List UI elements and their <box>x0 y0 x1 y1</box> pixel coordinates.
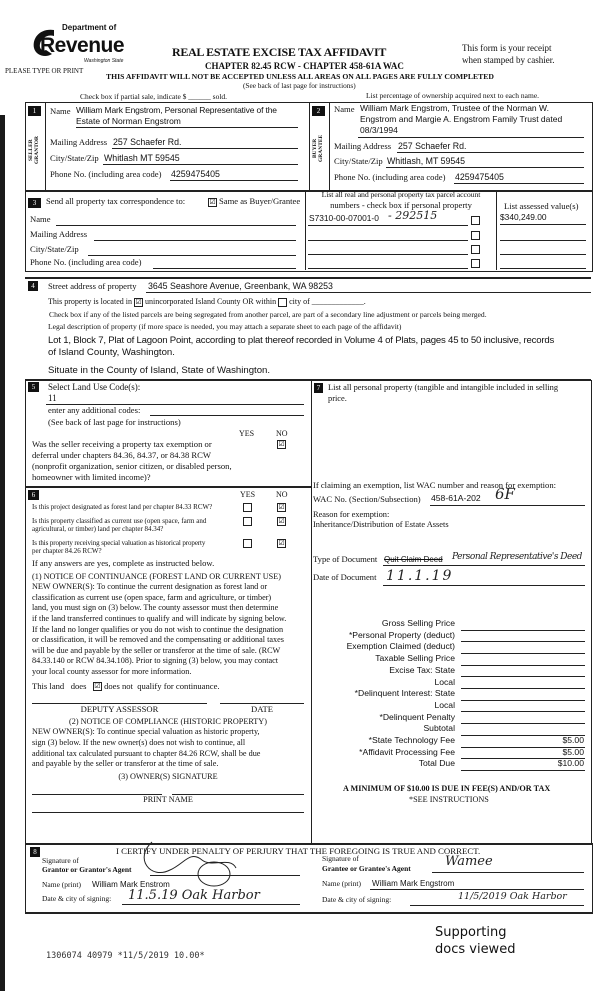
please-type: PLEASE TYPE OR PRINT <box>5 67 84 75</box>
seller-side-label: SELLER GRANTOR <box>28 136 41 165</box>
buyer-phone-label: Phone No. (including area code) <box>334 172 446 182</box>
assessed-header: List assessed value(s) <box>504 201 579 211</box>
supporting-docs-1: Supporting <box>435 925 507 940</box>
land-use-value[interactable]: 11 <box>48 393 57 403</box>
assessor-labels <box>32 704 304 715</box>
notice-compliance-title: (2) NOTICE OF COMPLIANCE (HISTORIC PROPERTY) <box>69 716 267 726</box>
parcel-header-1: List all real and personal property tax parcel account <box>321 190 481 199</box>
seller-phone-label: Phone No. (including area code) <box>50 169 162 179</box>
parcel-header-2: numbers - check box if personal property <box>330 200 472 210</box>
s3-phone-label: Phone No. (including area code) <box>30 257 142 267</box>
same-as-buyer-checkbox[interactable] <box>208 197 217 207</box>
notice-line: 84.33.140 or RCW 84.34.108). Prior to signing (3) below, you may contact <box>32 656 279 666</box>
exemption-question-2: deferral under chapters 84.36, 84.37, or 84.38 RCW <box>32 450 211 460</box>
reason-value[interactable]: Inheritance/Distribution of Estate Assets <box>313 520 449 529</box>
divider <box>309 102 310 190</box>
unincorporated-checkbox[interactable]: ☑ <box>135 297 142 306</box>
fee-value[interactable]: $10.00 <box>557 758 584 769</box>
does-not-option[interactable]: does not <box>104 680 133 691</box>
doc-date-value[interactable]: 11.1.19 <box>386 568 454 584</box>
seller-name-line2[interactable]: Estate of Norman Engstrom <box>76 116 181 126</box>
grantee-date-label: Date & city of signing: <box>322 895 392 904</box>
send-correspondence-label: Send all property tax correspondence to: <box>46 196 186 206</box>
grantee-sig-label-1: Signature of <box>322 854 359 863</box>
located-text: unincorporated Island County OR within <box>144 297 277 306</box>
wac-value[interactable]: 458-61A-202 <box>431 493 481 503</box>
fee-line <box>461 688 585 689</box>
see-instructions: *SEE INSTRUCTIONS <box>409 795 489 804</box>
cashier-stamp: 1306074 40979 *11/5/2019 10.00* <box>46 951 205 961</box>
located-text: This property is located in <box>48 297 132 306</box>
buyer-mailing-label: Mailing Address <box>334 141 392 151</box>
notice-line: sign (3) below. If the new owner(s) does not wish to continue, all <box>32 737 246 747</box>
section-number: 2 <box>312 106 325 116</box>
notice-line: your local county assessor for more information. <box>32 666 192 676</box>
fee-label: Gross Selling Price <box>381 618 455 628</box>
notice-line: (1) NOTICE OF CONTINUANCE (FOREST LAND OR CURRENT USE) <box>32 571 281 581</box>
this-land-label: This land <box>32 680 65 691</box>
fee-label: Exemption Claimed (deduct) <box>346 641 455 652</box>
notice-line: if the land transferred continues to qualify and will indicate by signing below. <box>32 613 287 623</box>
divider <box>311 380 312 843</box>
see-back-note: (See back of last page for instructions) <box>48 417 181 427</box>
s3-phone-input[interactable] <box>153 268 296 269</box>
s3-city-label: City/State/Zip <box>30 244 79 254</box>
seller-name-line1[interactable]: William Mark Engstrom, Personal Representative of the <box>76 105 277 115</box>
city-checkbox[interactable] <box>278 298 287 307</box>
does-not-checkbox[interactable]: ☑ <box>94 682 101 691</box>
forest-no-checkbox[interactable]: ☑ <box>278 503 285 511</box>
doc-type-struck: Quit Claim Deed <box>384 555 443 564</box>
divider <box>305 190 306 270</box>
personal-property-label-1: List all personal property (tangible and intangible included in selling <box>328 383 559 392</box>
buyer-city-label: City/State/Zip <box>334 156 383 166</box>
grantee-sig-label-2: Grantee or Grantee's Agent <box>322 864 411 873</box>
street-value[interactable]: 3645 Seashore Avenue, Greenbank, WA 98253 <box>148 281 333 291</box>
street-label: Street address of property <box>48 281 137 291</box>
historic-question-2: per chapter 84.26 RCW? <box>32 547 102 555</box>
notice-line: or classification, it will be removed and the compensating or additional taxes <box>32 635 284 645</box>
grantor-date-value[interactable]: 11.5.19 Oak Harbor <box>128 888 260 903</box>
buyer-mailing-value[interactable]: 257 Schaefer Rd. <box>398 141 467 151</box>
percentage-note: List percentage of ownership acquired next to each name. <box>366 91 540 100</box>
exemption-question-1: Was the seller receiving a property tax exemption or <box>32 439 212 449</box>
legal-line-2[interactable]: of Island County, Washington. <box>48 347 175 358</box>
s3-name-label: Name <box>30 214 51 224</box>
fee-label: Excise Tax: State <box>389 664 455 675</box>
doc-type-handwritten[interactable]: Personal Representative's Deed <box>452 552 582 562</box>
personal-property-checkbox[interactable] <box>471 216 480 225</box>
fee-value[interactable]: $5.00 <box>562 746 584 757</box>
logo-revenue: Revenue <box>40 34 125 57</box>
section-number: 1 <box>28 106 41 116</box>
logo-state: Washington State <box>84 58 124 64</box>
divider <box>45 102 46 190</box>
acceptance-warning: THIS AFFIDAVIT WILL NOT BE ACCEPTED UNLESS ALL AREAS ON ALL PAGES ARE FULLY COMPLETED <box>106 72 494 81</box>
minimum-note: A MINIMUM OF $10.00 IS DUE IN FEE(S) AND/OR TAX <box>343 784 551 793</box>
fee-line <box>461 665 585 666</box>
seller-city-label: City/State/Zip <box>50 153 99 163</box>
notice-of-continuance <box>32 572 304 678</box>
continuance-choice <box>32 681 304 692</box>
yes-header: YES <box>239 429 255 438</box>
grantee-signature[interactable]: Wamee <box>445 854 493 869</box>
grantee-name-value[interactable]: William Mark Engstrom <box>372 879 455 888</box>
fee-label: Taxable Selling Price <box>375 653 455 664</box>
doc-type-label: Type of Document <box>313 554 378 564</box>
notice-line: and payable by the seller or transferor at the time of sale. <box>32 759 219 769</box>
section-number: 5 <box>28 382 39 392</box>
notice-line: land, you must sign on (3) below. The county assessor must then determine <box>32 603 279 613</box>
legal-description <box>48 335 591 377</box>
seller-mailing-value[interactable]: 257 Schaefer Rd. <box>113 137 182 147</box>
fee-label: Total Due <box>418 758 455 769</box>
buyer-name-line3[interactable]: 08/3/1994 <box>360 125 398 135</box>
buyer-phone-value[interactable]: 4259475405 <box>455 172 504 182</box>
personal-property-checkbox[interactable] <box>471 231 480 240</box>
current-use-no-checkbox[interactable]: ☑ <box>278 517 285 525</box>
certify-statement: I CERTIFY UNDER PENALTY OF PERJURY THAT THE FOREGOING IS TRUE AND CORRECT. <box>116 846 481 856</box>
grantor-date-label: Date & city of signing: <box>42 894 112 903</box>
exemption-question-3: (nonprofit organization, senior citizen, or disabled person, <box>32 461 232 471</box>
forest-yes-checkbox[interactable] <box>243 503 252 512</box>
grantor-sig-label-1: Signature of <box>42 856 79 865</box>
additional-codes-input[interactable] <box>150 415 304 416</box>
divider <box>329 102 330 190</box>
fee-line <box>461 630 585 631</box>
date-label: DATE <box>251 704 273 715</box>
scan-edge <box>0 115 5 991</box>
notice-line: NEW OWNER(S): To continue the current designation as forest land or <box>32 582 268 592</box>
section-number: 3 <box>28 198 41 208</box>
s3-city-input[interactable] <box>88 255 296 256</box>
personal-property-checkbox[interactable] <box>471 245 480 254</box>
receipt-note-2: when stamped by cashier. <box>462 55 555 65</box>
seller-phone-value[interactable]: 4259475405 <box>171 169 220 179</box>
no-header: NO <box>276 490 288 499</box>
print-name-label: PRINT NAME <box>143 795 193 805</box>
seller-mailing-label: Mailing Address <box>50 137 108 147</box>
legal-line-1[interactable]: Lot 1, Block 7, Plat of Lagoon Point, according to plat thereof recorded in Volume 4 of Plats, pages 45 to 50 inclusive, records <box>48 335 555 346</box>
s3-mailing-input[interactable] <box>94 240 296 241</box>
notice-line: will be due and payable by the seller or transferor at the time of sale. (RCW <box>32 645 281 655</box>
buyer-name-line1[interactable]: William Mark Engstrom, Trustee of the Norman W. <box>360 103 549 113</box>
deputy-assessor-label: DEPUTY ASSESSOR <box>80 704 159 715</box>
fee-line <box>461 723 585 724</box>
notice-line: classification as current use (open space, farm and agriculture, or timber) <box>32 592 272 602</box>
grantee-date-value[interactable]: 11/5/2019 Oak Harbor <box>458 891 567 902</box>
form-chapter: CHAPTER 82.45 RCW - CHAPTER 458-61A WAC <box>205 61 404 71</box>
personal-property-checkbox[interactable] <box>471 259 480 268</box>
partial-sale-note: Check box if partial sale, indicate $ ______ sold. <box>80 92 228 101</box>
notice-line: If the land no longer qualifies or you do not wish to continue the designation <box>32 624 284 634</box>
assessed-value-1[interactable]: $340,249.00 <box>500 212 547 222</box>
grantor-sig-label-2: Grantor or Grantor's Agent <box>42 865 132 874</box>
owner-signature-label: (3) OWNER(S) SIGNATURE <box>118 771 218 781</box>
fee-label: *Affidavit Processing Fee <box>359 746 455 757</box>
located-text: city of _____________. <box>289 297 366 306</box>
situate-line[interactable]: Situate in the County of Island, State of Washington. <box>48 365 271 376</box>
doc-date-label: Date of Document <box>313 572 377 582</box>
receipt-note-1: This form is your receipt <box>462 43 552 53</box>
grantor-name-label: Name (print) <box>42 880 81 889</box>
wac-label: WAC No. (Section/Subsection) <box>313 494 421 504</box>
current-use-question-1: Is this property classified as current use (open space, farm and <box>32 517 207 525</box>
parcel-number-1-handwritten: - 292515 <box>388 209 438 222</box>
forest-question: Is this project designated as forest land per chapter 84.33 RCW? <box>32 503 213 511</box>
buyer-name-label: Name <box>334 104 355 114</box>
buyer-city-value[interactable]: Whitlash, MT 59545 <box>387 156 466 166</box>
qualify-text: qualify for continuance. <box>137 680 220 691</box>
fee-label: Local <box>434 676 455 687</box>
fee-line <box>461 700 585 701</box>
current-use-yes-checkbox[interactable] <box>243 517 252 526</box>
yes-header: YES <box>240 490 256 499</box>
buyer-side-label: BUYER GRANTEE <box>312 134 325 162</box>
fee-label: Local <box>434 699 455 710</box>
fee-label: Subtotal <box>423 723 455 734</box>
same-as-buyer-label: Same as Buyer/Grantee <box>219 196 301 206</box>
notice-of-compliance <box>32 727 304 769</box>
historic-yes-checkbox[interactable] <box>243 539 252 548</box>
section-number: 6 <box>28 490 39 500</box>
divider <box>25 380 26 843</box>
exemption-no-checkbox[interactable]: ☑ <box>278 440 285 448</box>
s3-name-input[interactable] <box>56 225 296 226</box>
section-number: 8 <box>30 847 40 857</box>
checkbox-checked[interactable]: ☑ <box>209 197 216 206</box>
legal-label: Legal description of property (if more space is needed, you may attach a separate sheet to each page of the affidavit) <box>48 322 402 331</box>
section6-notices <box>32 558 304 813</box>
grantee-name-label: Name (print) <box>322 879 361 888</box>
supporting-docs-2: docs viewed <box>435 942 516 957</box>
fee-label: *Delinquent Interest: State <box>354 688 455 699</box>
fee-label: *Personal Property (deduct) <box>348 629 455 640</box>
fee-label: *Delinquent Penalty <box>379 711 455 722</box>
fee-line <box>461 641 585 642</box>
fee-line <box>461 711 585 712</box>
form-title: REAL ESTATE EXCISE TAX AFFIDAVIT <box>172 45 387 59</box>
s3-mailing-label: Mailing Address <box>30 229 88 239</box>
historic-no-checkbox[interactable]: ☑ <box>278 539 285 547</box>
segregated-note: Check box if any of the listed parcels are being segregated from another parcel, are part of a secondary line adjustment or parcels being merged. <box>49 310 487 319</box>
section-number: 7 <box>314 383 323 393</box>
fee-line <box>461 676 585 677</box>
fee-line <box>461 770 585 771</box>
located-in-label <box>48 297 366 307</box>
divider <box>496 190 497 270</box>
no-header: NO <box>276 429 288 438</box>
if-yes-note: If any answers are yes, complete as instructed below. <box>32 558 215 568</box>
logo-department: Department of <box>62 23 117 32</box>
seller-name-label: Name <box>50 106 71 116</box>
parcel-number-1[interactable]: S7310-00-07001-0 <box>309 213 379 223</box>
does-option[interactable]: does <box>70 680 87 691</box>
fee-value[interactable]: $5.00 <box>562 735 584 745</box>
exemption-label: If claiming an exemption, list WAC number and reason for exemption: <box>313 480 557 490</box>
notice-line: additional tax calculated pursuant to chapter 84.26 RCW, shall be due <box>32 748 261 758</box>
seller-city-value[interactable]: Whitlash MT 59545 <box>104 153 180 163</box>
additional-codes-label: enter any additional codes: <box>48 405 141 415</box>
notice-line: NEW OWNER(S): To continue special valuation as historic property, <box>32 727 260 737</box>
grantor-name-value[interactable]: William Mark Enstrom <box>92 880 170 889</box>
print-name-line[interactable] <box>32 812 304 813</box>
see-back-note: (See back of last page for instructions) <box>243 81 356 90</box>
historic-question-1: Is this property receiving special valuation as historical property <box>32 539 206 547</box>
personal-property-label-2: price. <box>328 394 347 403</box>
land-use-label: Select Land Use Code(s): <box>48 382 141 392</box>
divider <box>591 380 592 843</box>
reason-label: Reason for exemption: <box>313 510 390 519</box>
section-number: 4 <box>28 281 38 291</box>
wac-handwritten: 6F <box>495 485 515 503</box>
fee-label: *State Technology Fee <box>368 735 455 745</box>
fee-line <box>461 653 585 654</box>
buyer-name-line2[interactable]: Engstrom and Margie A. Engstrom Family Trust dated <box>360 114 563 124</box>
exemption-question-4: homeowner with limited income)? <box>32 472 151 482</box>
current-use-question-2: agricultural, or timber) land per chapter 84.34? <box>32 525 164 533</box>
